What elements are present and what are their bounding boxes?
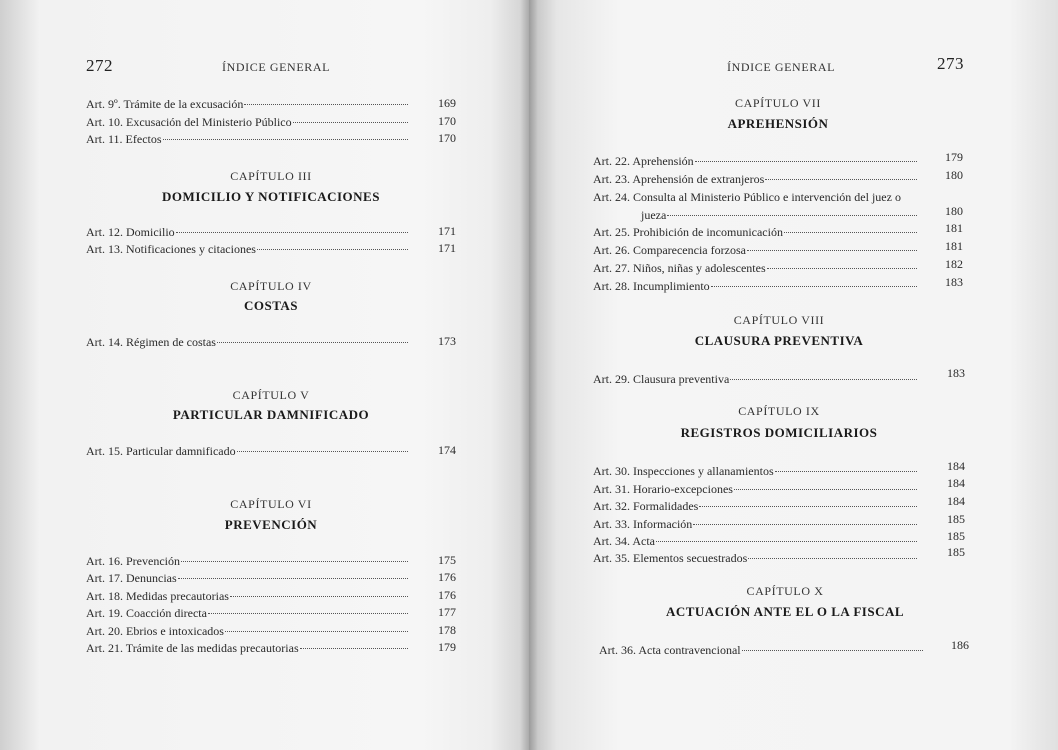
toc-entry-page: 179 [438,640,456,654]
toc-entry-page: 178 [438,623,456,637]
chapter-number: CAPÍTULO III [230,169,312,183]
leader-dots [181,561,408,562]
toc-entry[interactable] [86,553,414,570]
chapter-title: PARTICULAR DAMNIFICADO [172,407,370,422]
leader-dots [176,232,408,233]
toc-entry-label: Art. 13. Notificaciones y citaciones [86,242,256,256]
toc-entry-label: Art. 14. Régimen de costas [86,335,216,349]
chapter-title: CLAUSURA PREVENTIVA [694,333,864,348]
toc-entry-page: 184 [947,459,965,473]
toc-entry-label: Art. 12. Domicilio [86,225,175,239]
toc-entry[interactable] [86,623,414,640]
toc-entry[interactable] [593,189,933,206]
toc-entry[interactable] [86,114,414,131]
toc-entry-label: Art. 27. Niños, niñas y adolescentes [593,261,766,275]
leader-dots [656,541,917,542]
leader-dots [208,613,408,614]
toc-entry[interactable] [593,153,923,170]
toc-entry[interactable] [86,131,414,148]
toc-entry-page: 180 [945,204,963,218]
toc-entry-page: 171 [438,224,456,238]
chapter-title: COSTAS [243,298,299,313]
chapter-title: ACTUACIÓN ANTE EL O LA FISCAL [665,604,905,619]
leader-dots [695,161,917,162]
toc-entry-page: 183 [945,275,963,289]
toc-entry[interactable] [593,224,923,241]
toc-entry-page: 171 [438,241,456,255]
toc-entry[interactable] [593,278,923,295]
leader-dots [225,631,408,632]
leader-dots [711,286,917,287]
toc-entry-label: Art. 11. Efectos [86,132,162,146]
leader-dots [775,471,917,472]
toc-entry-label: Art. 36. Acta contravencional [599,643,741,657]
leader-dots [730,379,917,380]
leader-dots [163,139,408,140]
toc-entry-page: 170 [438,131,456,145]
toc-entry[interactable] [86,588,414,605]
toc-entry-label: Art. 24. Consulta al Ministerio Público e intervención del juez o [593,190,901,204]
toc-entry-page: 185 [947,529,965,543]
leader-dots [178,578,408,579]
right-running-head: ÍNDICE GENERAL [727,60,836,74]
toc-entry-page: 176 [438,570,456,584]
toc-entry-label: Art. 28. Incumplimiento [593,279,710,293]
leader-dots [244,104,408,105]
toc-entry-page: 184 [947,476,965,490]
left-running-head: ÍNDICE GENERAL [222,60,331,74]
toc-entry-label: Art. 10. Excusación del Ministerio Público [86,115,292,129]
chapter-number: CAPÍTULO VII [735,96,821,110]
toc-entry-label: Art. 32. Formalidades [593,499,699,513]
leader-dots [667,215,917,216]
toc-entry-page: 173 [438,334,456,348]
toc-entry-page: 176 [438,588,456,602]
leader-dots [300,648,408,649]
chapter-title: DOMICILIO Y NOTIFICACIONES [162,189,380,204]
toc-entry-label: Art. 34. Acta [593,534,655,548]
chapter-title: REGISTROS DOMICILIARIOS [680,425,878,440]
toc-entry-label: Art. 26. Comparecencia forzosa [593,243,746,257]
toc-entry[interactable] [593,550,923,567]
toc-entry-page: 181 [945,239,963,253]
toc-entry-label: Art. 15. Particular damnificado [86,444,236,458]
toc-entry[interactable] [593,533,923,550]
toc-entry[interactable] [593,242,923,259]
toc-entry-label: Art. 25. Prohibición de incomunicación [593,225,783,239]
chapter-number: CAPÍTULO VIII [733,313,825,327]
leader-dots [784,232,917,233]
leader-dots [734,489,917,490]
toc-entry[interactable] [593,260,923,277]
leader-dots [742,650,923,651]
toc-entry-page: 181 [945,221,963,235]
toc-entry[interactable] [86,96,414,113]
toc-entry-page: 169 [438,96,456,110]
chapter-title: APREHENSIÓN [727,116,829,131]
toc-entry-page: 174 [438,443,456,457]
chapter-title: PREVENCIÓN [224,517,318,532]
toc-entry-page: 182 [945,257,963,271]
right-page [529,0,1058,750]
toc-entry[interactable] [86,443,414,460]
toc-entry-page: 185 [947,545,965,559]
right-page-number: 273 [937,54,964,73]
toc-entry-label: Art. 17. Denuncias [86,571,177,585]
toc-entry-label: Art. 30. Inspecciones y allanamientos [593,464,774,478]
chapter-number: CAPÍTULO IX [738,404,820,418]
toc-entry[interactable] [86,570,414,587]
toc-entry-label: Art. 16. Prevención [86,554,180,568]
leader-dots [747,250,917,251]
toc-entry-continuation[interactable] [641,207,923,224]
toc-entry-page: 179 [945,150,963,164]
toc-entry-label: Art. 18. Medidas precautorias [86,589,229,603]
leader-dots [293,122,408,123]
toc-entry-page: 170 [438,114,456,128]
chapter-number: CAPÍTULO IV [230,279,312,293]
leader-dots [237,451,408,452]
left-page-number: 272 [86,56,113,75]
leader-dots [699,506,917,507]
toc-entry[interactable] [593,481,923,498]
toc-entry-label: Art. 22. Aprehensión [593,154,694,168]
toc-entry-label: Art. 31. Horario-excepciones [593,482,733,496]
toc-entry-page: 180 [945,168,963,182]
toc-entry[interactable] [593,498,923,515]
leader-dots [767,268,917,269]
toc-entry-page: 186 [951,638,969,652]
toc-entry-label: Art. 23. Aprehensión de extranjeros [593,172,765,186]
chapter-number: CAPÍTULO X [746,584,824,598]
toc-entry[interactable] [593,463,923,480]
toc-entry-page: 185 [947,512,965,526]
toc-entry-label: Art. 19. Coacción directa [86,606,207,620]
toc-entry[interactable] [86,224,414,241]
toc-entry-label: Art. 9º. Trámite de la excusación [86,97,244,111]
toc-entry-page: 184 [947,494,965,508]
leader-dots [693,524,917,525]
toc-entry[interactable] [86,334,414,351]
toc-entry[interactable] [86,241,414,258]
toc-entry-page: 175 [438,553,456,567]
leader-dots [765,179,917,180]
leader-dots [217,342,408,343]
leader-dots [748,558,917,559]
chapter-number: CAPÍTULO VI [230,497,312,511]
toc-entry[interactable] [599,642,929,659]
leader-dots [230,596,408,597]
toc-entry-label: Art. 20. Ebrios e intoxicados [86,624,224,638]
toc-entry[interactable] [86,640,414,657]
toc-entry-page: 183 [947,366,965,380]
toc-entry-label: Art. 35. Elementos secuestrados [593,551,748,565]
toc-entry-label: Art. 29. Clausura preventiva [593,372,730,386]
book-gutter-shadow [520,0,538,750]
toc-entry[interactable] [593,371,923,388]
toc-entry[interactable] [593,171,923,188]
toc-entry[interactable] [86,605,414,622]
toc-entry-label: jueza [641,208,667,222]
toc-entry-page: 177 [438,605,456,619]
chapter-number: CAPÍTULO V [232,388,310,402]
leader-dots [257,249,408,250]
toc-entry-label: Art. 33. Información [593,517,693,531]
toc-entry-label: Art. 21. Trámite de las medidas precautorias [86,641,299,655]
toc-entry[interactable] [593,516,923,533]
